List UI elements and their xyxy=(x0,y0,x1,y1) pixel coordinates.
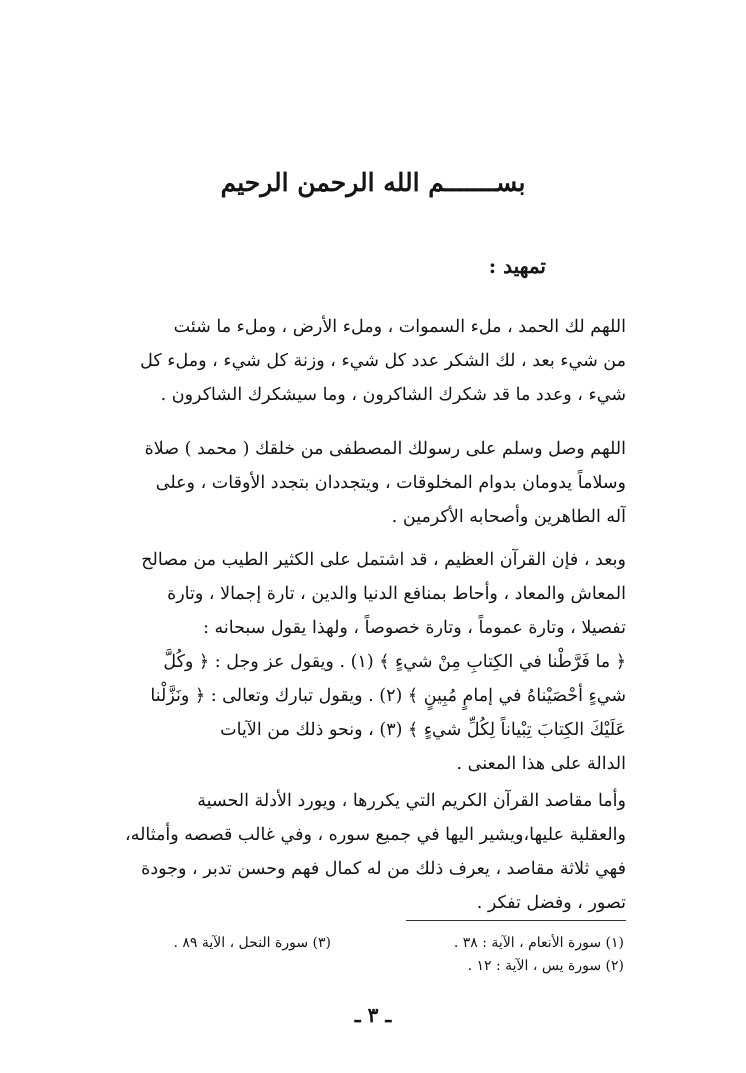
paragraph-3 xyxy=(106,543,626,781)
text-line: فهي ثلاثة مقاصد ، يعرف ذلك من له كمال فهم وحسن تدبر ، وجودة xyxy=(141,859,626,879)
paragraph-2 xyxy=(106,432,626,534)
text-line: اللهم لك الحمد ، ملء السموات ، وملء الأرض ، وملء ما شئت xyxy=(173,317,626,337)
footnote-divider xyxy=(406,920,626,921)
paragraph-1 xyxy=(106,310,626,412)
paragraph-4 xyxy=(106,784,626,920)
footnote-1: (١) سورة الأنعام ، الآية : ٣٨ . xyxy=(453,935,624,951)
text-line: عَلَيْكَ الكِتابَ تِبْياناً لِكُلِّ شيءٍ ﴾ (٣) ، ونحو ذلك من الآيات xyxy=(220,720,626,740)
text-line: الدالة على هذا المعنى . xyxy=(456,754,626,774)
text-line: آله الطاهرين وأصحابه الأكرمين . xyxy=(391,507,626,527)
page-number: ـ ٣ ـ xyxy=(354,1003,392,1027)
text-line: تصور ، وفضل تفكر . xyxy=(476,893,626,913)
text-line: من شيء بعد ، لك الشكر عدد كل شيء ، وزنة كل شيء ، وملء كل xyxy=(140,351,626,371)
text-line: تفصيلا ، وتارة عموماً ، وتارة خصوصاً ، ولهذا يقول سبحانه : xyxy=(203,618,626,638)
text-line: وسلاماً يدومان بدوام المخلوقات ، ويتجددان بتجدد الأوقات ، وعلى xyxy=(155,473,626,493)
text-line: شيء ، وعدد ما قد شكرك الشاكرون ، وما سيشكرك الشاكرون . xyxy=(160,385,626,405)
text-line: اللهم وصل وسلم على رسولك المصطفى من خلقك ( محمد ) صلاة xyxy=(144,439,626,459)
footnote-3: (٣) سورة النحل ، الآية ٨٩ . xyxy=(173,935,331,951)
section-heading: تمهيد : xyxy=(488,254,546,278)
text-line: وأما مقاصد القرآن الكريم التي يكررها ، ويورد الأدلة الحسية xyxy=(197,791,626,811)
text-line: والعقلية عليها،ويشير اليها في جميع سوره ، وفي غالب قصصه وأمثاله، xyxy=(125,825,626,845)
text-line: شيءٍ أحْصَيْناهُ في إمامٍ مُبِينٍ ﴾ (٢) . ويقول تبارك وتعالى : ﴿ ونَزَّلْنا xyxy=(150,686,626,706)
text-line: ﴿ ما فَرَّطْنا في الكِتابِ مِنْ شيءٍ ﴾ (١) . ويقول عز وجل : ﴿ وكُلَّ xyxy=(163,652,626,672)
basmala-calligraphy: بســـــــم الله الرحمن الرحيم xyxy=(220,168,526,197)
text-line: المعاش والمعاد ، وأحاط بمنافع الدنيا والدين ، تارة إجمالا ، وتارة xyxy=(167,584,626,604)
footnote-2: (٢) سورة يس ، الآية : ١٢ . xyxy=(467,958,624,974)
text-line: وبعد ، فإن القرآن العظيم ، قد اشتمل على الكثير الطيب من مصالح xyxy=(141,550,626,570)
